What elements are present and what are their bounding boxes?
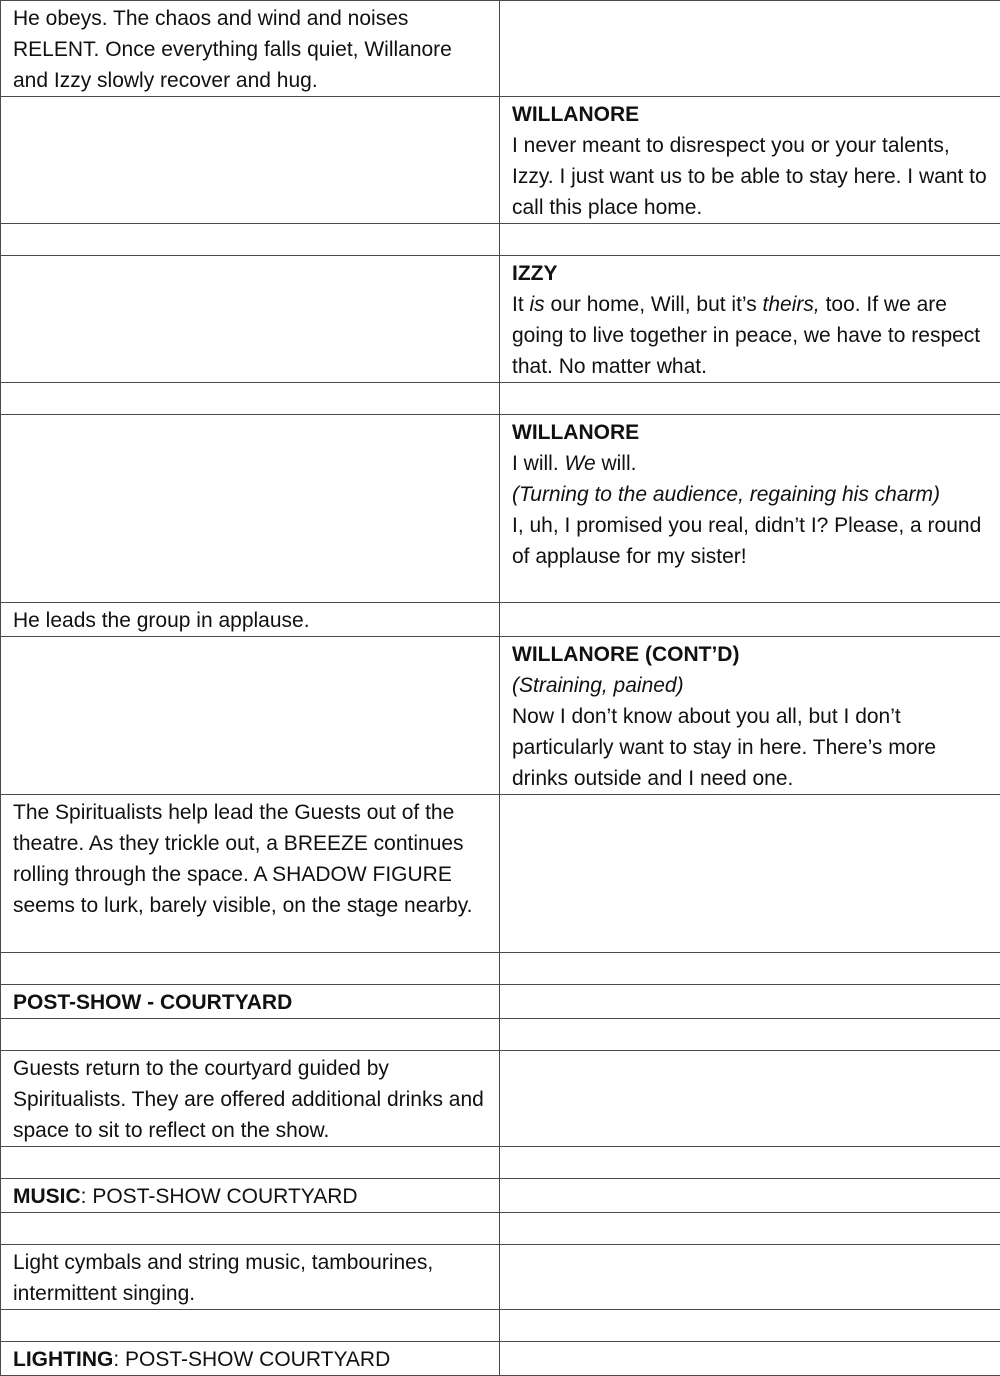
table-row <box>1 795 1000 953</box>
dialogue-cell-empty <box>500 1179 1000 1213</box>
table-row <box>1 637 1000 795</box>
table-row-spacer <box>1 953 1000 985</box>
action-cell-empty <box>1 415 500 603</box>
spacer-cell <box>1 383 500 415</box>
table-row-spacer <box>1 224 1000 256</box>
spacer-cell <box>1 953 500 985</box>
spacer-cell <box>500 1310 1000 1342</box>
emphasis-text: theirs, <box>763 293 820 316</box>
cue-cell <box>1 1179 500 1213</box>
table-row <box>1 415 1000 603</box>
spacer-cell <box>500 383 1000 415</box>
spacer-cell <box>500 953 1000 985</box>
table-row <box>1 1179 1000 1213</box>
action-cell: He obeys. The chaos and wind and noises RELENT. Once everything falls quiet, Willanore and Izzy slowly recover and hug. <box>1 1 500 97</box>
dialogue-line: I never meant to disrespect you or your talents, Izzy. I just want us to be able to stay here. I want to call this place home. <box>512 130 988 223</box>
dialogue-cell-empty <box>500 1342 1000 1376</box>
dialogue-cell <box>500 415 1000 603</box>
table-row <box>1 256 1000 383</box>
spacer-cell <box>500 1147 1000 1179</box>
dialogue-line: It is our home, Will, but it’s theirs, too. If we are going to live together in peace, we have to respect that. No matter what. <box>512 289 988 382</box>
parenthetical: (Straining, pained) <box>512 670 988 701</box>
spacer-cell <box>500 224 1000 256</box>
cue-value: : POST-SHOW COURTYARD <box>81 1185 358 1208</box>
table-row <box>1 97 1000 224</box>
emphasis-text: We <box>565 452 596 475</box>
cue-cell <box>1 1342 500 1376</box>
parenthetical: (Turning to the audience, regaining his charm) <box>512 479 988 510</box>
spacer-cell <box>1 1213 500 1245</box>
cue-label: LIGHTING <box>13 1348 113 1371</box>
speaker-name: IZZY <box>512 258 988 289</box>
spacer-cell <box>500 1019 1000 1051</box>
speaker-name: WILLANORE (CONT’D) <box>512 639 988 670</box>
dialogue-cell-empty <box>500 1051 1000 1147</box>
cue-label: MUSIC <box>13 1185 81 1208</box>
table-row <box>1 603 1000 637</box>
spacer-cell <box>1 1147 500 1179</box>
table-row <box>1 1 1000 97</box>
dialogue-line: Now I don’t know about you all, but I don’t particularly want to stay in here. There’s more drinks outside and I need one. <box>512 701 988 794</box>
action-cell: The Spiritualists help lead the Guests out of the theatre. As they trickle out, a BREEZE continues rolling through the space. A SHADOW FIGURE seems to lurk, barely visible, on the stage nearby. <box>1 795 500 953</box>
dialogue-line: I will. We will. <box>512 448 988 479</box>
action-cell: Guests return to the courtyard guided by Spiritualists. They are offered additional drinks and space to sit to reflect on the show. <box>1 1051 500 1147</box>
table-row-spacer <box>1 1147 1000 1179</box>
dialogue-cell <box>500 97 1000 224</box>
table-row-spacer <box>1 1019 1000 1051</box>
table-row-spacer <box>1 1310 1000 1342</box>
dialogue-cell-empty <box>500 795 1000 953</box>
speaker-name: WILLANORE <box>512 99 988 130</box>
table-row <box>1 1245 1000 1310</box>
dialogue-cell-empty <box>500 985 1000 1019</box>
action-cell: Light cymbals and string music, tambourines, intermittent singing. <box>1 1245 500 1310</box>
dialogue-cell-empty <box>500 1 1000 97</box>
dialogue-cell-empty <box>500 1245 1000 1310</box>
spacer-cell <box>1 224 500 256</box>
emphasis-text: is <box>530 293 545 316</box>
action-cell-empty <box>1 637 500 795</box>
action-cell-empty <box>1 256 500 383</box>
action-cell: He leads the group in applause. <box>1 603 500 637</box>
table-row <box>1 1342 1000 1376</box>
table-row <box>1 1051 1000 1147</box>
dialogue-line: I, uh, I promised you real, didn’t I? Please, a round of applause for my sister! <box>512 510 988 572</box>
dialogue-cell <box>500 256 1000 383</box>
table-row-spacer <box>1 1213 1000 1245</box>
spacer-cell <box>500 1213 1000 1245</box>
cue-value: : POST-SHOW COURTYARD <box>113 1348 390 1371</box>
scene-heading: POST-SHOW - COURTYARD <box>1 985 500 1019</box>
dialogue-cell-empty <box>500 603 1000 637</box>
spacer-cell <box>1 1019 500 1051</box>
table-row <box>1 985 1000 1019</box>
speaker-name: WILLANORE <box>512 417 988 448</box>
table-row-spacer <box>1 383 1000 415</box>
spacer-cell <box>1 1310 500 1342</box>
action-cell-empty <box>1 97 500 224</box>
dialogue-cell <box>500 637 1000 795</box>
